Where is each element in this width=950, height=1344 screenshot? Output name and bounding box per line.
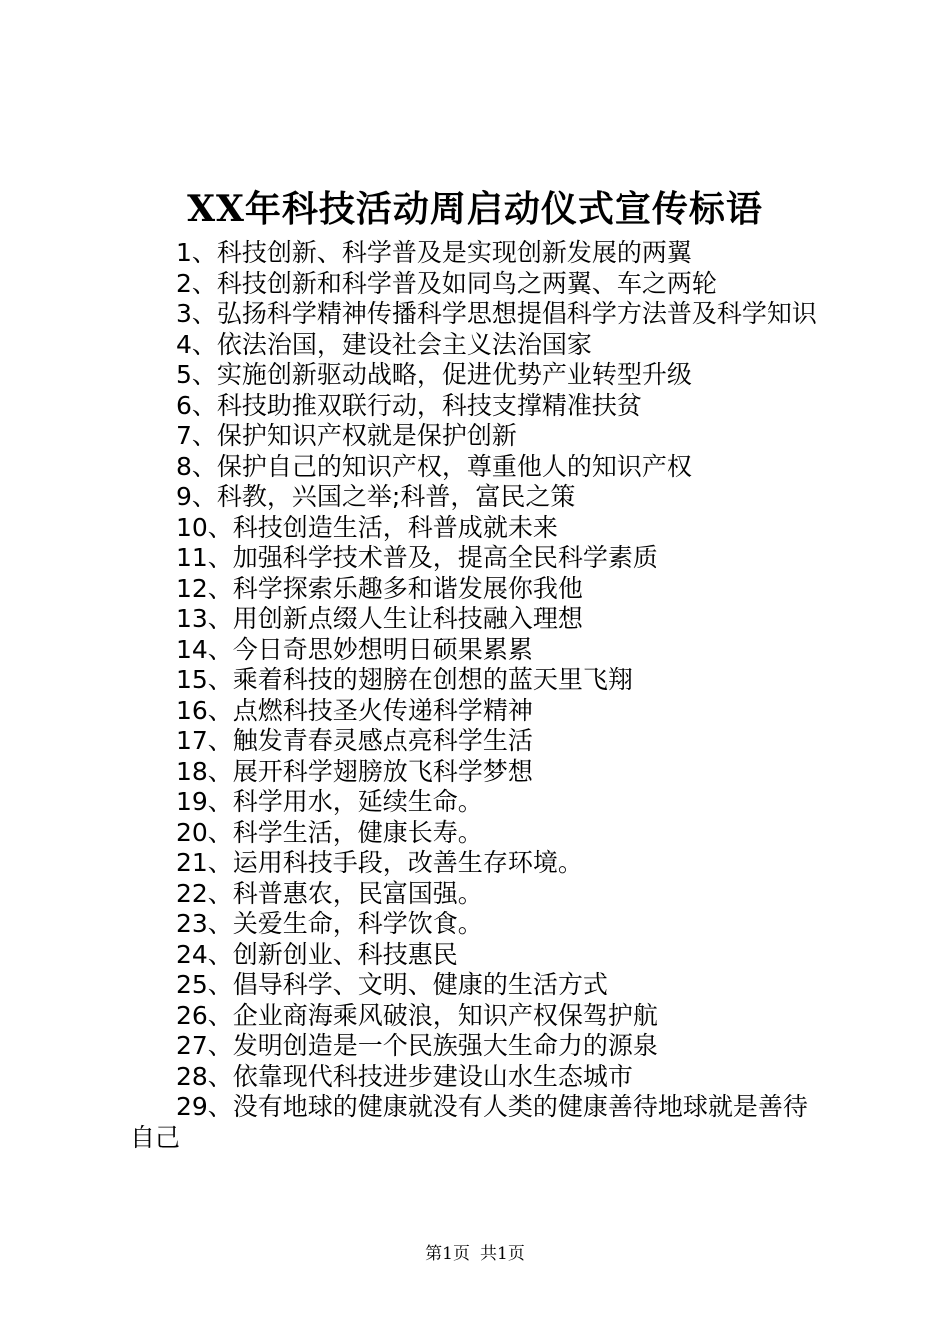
list-item: 29、没有地球的健康就没有人类的健康善待地球就是善待自己	[130, 1092, 808, 1152]
list-item: 12、科学探索乐趣多和谐发展你我他	[176, 573, 583, 603]
list-item: 21、运用科技手段，改善生存环境。	[176, 848, 583, 877]
list-item: 2、科技创新和科学普及如同鸟之两翼、车之两轮	[176, 268, 717, 298]
list-item: 1、科技创新、科学普及是实现创新发展的两翼	[176, 238, 692, 267]
document-title: XX年科技活动周启动仪式宣传标语	[187, 188, 763, 230]
page-number: 第1页	[425, 1244, 470, 1264]
list-item: 23、关爱生命，科学饮食。	[176, 909, 483, 938]
list-item: 24、创新创业、科技惠民	[176, 939, 458, 969]
list-item: 4、依法治国，建设社会主义法治国家	[176, 329, 592, 359]
list-item: 26、企业商海乘风破浪，知识产权保驾护航	[176, 1000, 658, 1030]
list-item: 7、保护知识产权就是保护创新	[176, 421, 517, 450]
list-item: 8、保护自己的知识产权，尊重他人的知识产权	[176, 451, 692, 481]
list-item: 27、发明创造是一个民族强大生命力的源泉	[176, 1031, 658, 1060]
list-item: 11、加强科学技术普及，提高全民科学素质	[176, 543, 658, 572]
list-item: 5、实施创新驱动战略，促进优势产业转型升级	[176, 360, 692, 389]
page-footer	[0, 1242, 950, 1266]
list-item: 15、乘着科技的翅膀在创想的蓝天里飞翔	[176, 665, 633, 694]
list-item: 28、依靠现代科技进步建设山水生态城市	[176, 1061, 633, 1091]
list-item: 3、弘扬科学精神传播科学思想提倡科学方法普及科学知识	[176, 299, 817, 328]
list-item: 25、倡导科学、文明、健康的生活方式	[176, 970, 608, 999]
list-item: 20、科学生活，健康长寿。	[176, 817, 483, 847]
list-item: 17、触发青春灵感点亮科学生活	[176, 726, 533, 755]
list-item: 22、科普惠农，民富国强。	[176, 878, 483, 908]
list-item: 18、展开科学翅膀放飞科学梦想	[176, 756, 533, 786]
list-item: 14、今日奇思妙想明日硕果累累	[176, 634, 533, 664]
slogan-list	[130, 238, 830, 1153]
list-item: 19、科学用水，延续生命。	[176, 787, 483, 816]
list-item: 16、点燃科技圣火传递科学精神	[176, 695, 533, 725]
list-item: 10、科技创造生活，科普成就未来	[176, 512, 558, 542]
list-item: 9、科教，兴国之举;科普，富民之策	[176, 482, 576, 511]
page-total: 共1页	[480, 1244, 525, 1264]
list-item: 6、科技助推双联行动，科技支撑精准扶贫	[176, 390, 642, 420]
list-item: 13、用创新点缀人生让科技融入理想	[176, 604, 583, 633]
